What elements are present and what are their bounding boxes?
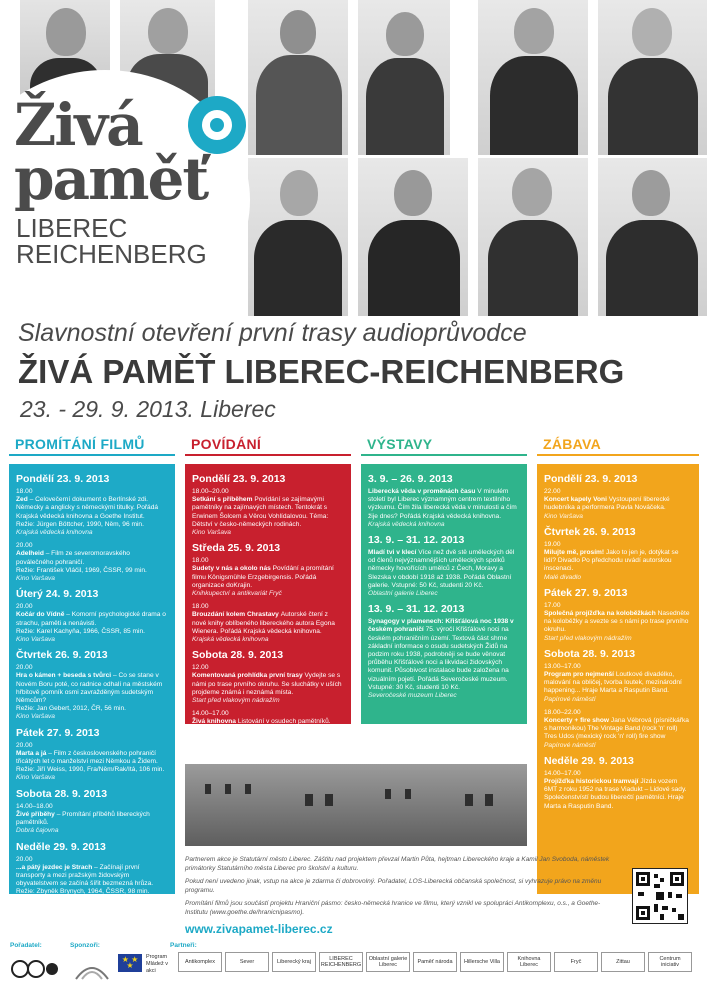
event-time: 18.00 bbox=[192, 603, 209, 611]
event-time: 20.00 bbox=[16, 542, 33, 550]
logo-word-pamet: paměť bbox=[14, 145, 208, 213]
event-title: Živé příběhy bbox=[16, 810, 55, 818]
column-body bbox=[185, 464, 351, 742]
portrait-photo bbox=[478, 158, 588, 316]
column-heading: ZÁBAVA bbox=[543, 436, 602, 452]
event-credits: Režie: Zbyněk Brynych, 1964, ČSSR, 98 min. bbox=[16, 888, 150, 896]
event-time: 18.00 bbox=[16, 488, 33, 495]
event-description: V minulém století byl Liberec významným centrem textilního výzkumu. Čím žila liberecká věda v minulosti a čím žije dnes? Pořádá Krajská vědecká knihovna. bbox=[368, 488, 517, 520]
event-description: Nasedněte na koloběžky a svezte se s námi po trase prvního okruhu. bbox=[544, 610, 690, 634]
event-title: Společná projížďka na koloběžkách bbox=[544, 610, 656, 618]
event-time: 14.00–17.00 bbox=[192, 710, 229, 718]
event-time: 17.00 bbox=[544, 601, 561, 609]
partner-logo: Paměť národa bbox=[413, 952, 457, 972]
logo-city-de: REICHENBERG bbox=[16, 239, 207, 269]
day-heading: Pondělí 23. 9. 2013 bbox=[16, 473, 110, 485]
footer-info bbox=[185, 856, 615, 917]
day-heading: Pondělí 23. 9. 2013 bbox=[192, 473, 286, 485]
sponsor-logos-strip bbox=[0, 940, 707, 1000]
portrait-photo bbox=[358, 0, 450, 155]
event-item bbox=[16, 488, 168, 537]
event-description: – Celovečerní dokument o Berlínské zdi. Německy a anglicky s německými titulky. Pořádá Krajská vědecká knihovna a Goethe Institut. bbox=[16, 496, 159, 520]
column-heading: POVÍDÁNÍ bbox=[191, 436, 262, 452]
event-description: – Začínají první transporty a mezi pražským židovským obyvatelstvem se začíná šířit bezmezná hrůza. bbox=[16, 863, 154, 888]
event-item bbox=[16, 542, 168, 583]
event-venue: Severočeské muzeum Liberec bbox=[368, 692, 457, 700]
event-venue: Papírové náměstí bbox=[544, 741, 596, 749]
event-title: Program pro nejmenší bbox=[544, 671, 614, 679]
event-description: – Film ze severomoravského poválečného pohraničí. bbox=[16, 550, 130, 566]
event-credits: Režie: Jiří Weiss, 1990, Fra/Něm/Rak/Itá, 106 min. bbox=[16, 766, 165, 774]
column-body bbox=[361, 464, 527, 724]
day-heading: Neděle 29. 9. 2013 bbox=[16, 840, 106, 853]
townscape-image bbox=[185, 764, 527, 846]
event-item bbox=[192, 557, 344, 598]
event-title: Kočár do Vídně bbox=[16, 611, 65, 619]
partner-logo: Centrum iniciativ bbox=[648, 952, 692, 972]
event-time: 22.00 bbox=[544, 488, 561, 495]
sponsor-logo bbox=[72, 954, 112, 984]
event-title: Adelheid bbox=[16, 550, 44, 558]
logo-word-ziva: Živá bbox=[14, 91, 142, 159]
portrait-photo bbox=[358, 158, 468, 316]
event-venue: Oblastní galerie Liberec bbox=[368, 590, 438, 598]
day-heading: Úterý 24. 9. 2013 bbox=[16, 588, 99, 601]
event-description: – Film z československého pohraničí třicátých let o manželství mezi Němkou a Židem. bbox=[16, 749, 158, 766]
event-item bbox=[16, 803, 168, 836]
day-heading: Sobota 28. 9. 2013 bbox=[16, 787, 108, 800]
day-heading: Čtvrtek 26. 9. 2013 bbox=[16, 649, 108, 662]
event-item bbox=[192, 710, 344, 743]
los-logo bbox=[10, 954, 60, 984]
event-time: 12.00 bbox=[192, 664, 209, 672]
event-time: 20.00 bbox=[16, 741, 33, 749]
event-item bbox=[192, 664, 344, 705]
event-description: – Promítání příběhů libereckých pamětníků. bbox=[16, 810, 150, 827]
event-date: 23. - 29. 9. 2013. Liberec bbox=[20, 396, 276, 422]
partner-logo: Oblastní galerie Liberec bbox=[366, 952, 410, 972]
event-description: Povídání a promítání filmu Königsmühle Erzgebirgensis. Pořádá organizace doKrajin. bbox=[192, 565, 334, 589]
event-description: 75. výročí Křišťálové noci na českém pohraničním území. Textová část shrne základní informace o osudu sudetských Židů na podzim roku 1938, podrobněji se bude věnovat průběhu Křišťálové noci a likvidaci židovských komunit. Působivost instalace bude založena na vizuálním pojetí. Pořádá Severočeské muzeum. Vstupné: 30 Kč, studenti 10 Kč. bbox=[368, 626, 509, 691]
event-description: Loutkové divadélko, malování na obličej, tvorba loutek, mezinárodní happening... Hraje Marta a Rasputin Band. bbox=[544, 671, 682, 695]
event-venue: Krajská vědecká knihovna bbox=[368, 520, 445, 528]
event-item bbox=[192, 603, 344, 644]
event-item bbox=[16, 742, 168, 783]
event-time: 14.00–17.00 bbox=[544, 769, 581, 777]
column-films bbox=[9, 434, 175, 954]
event-venue: Papírové náměstí bbox=[544, 695, 596, 703]
event-description: Jana Vébrová (písničkářka s harmonikou) The Vintage Band (rock 'n' roll) Tres Udos (mexický rock 'n' roll) fire show bbox=[544, 717, 689, 741]
event-time: 20.00 bbox=[16, 855, 33, 863]
column-body bbox=[537, 464, 699, 894]
day-heading: Sobota 28. 9. 2013 bbox=[544, 647, 636, 660]
event-title: Živá knihovna bbox=[192, 718, 236, 726]
event-venue: Papírové náměstí bbox=[192, 734, 244, 742]
event-title: ...a pátý jezdec je Strach bbox=[16, 863, 93, 871]
event-time: 13.00–17.00 bbox=[544, 662, 581, 670]
event-title: Liberecká věda v proměnách času bbox=[368, 488, 476, 495]
event-description: Jako to jen je, dotýkat se lidí? Divadlo Po předchodu uvádí autorskou inscenaci. bbox=[544, 549, 679, 573]
event-venue: Dobrá čajovna bbox=[16, 827, 59, 835]
day-heading: Čtvrtek 26. 9. 2013 bbox=[544, 525, 636, 538]
partner-logo: LIBEREC REICHENBERG bbox=[319, 952, 363, 972]
event-venue: Start před vlakovým nádražím bbox=[192, 697, 280, 705]
event-title: Koncerty + fire show bbox=[544, 717, 610, 725]
event-subtitle: Slavnostní otevření první trasy audioprůvodce bbox=[18, 319, 527, 347]
event-description: – Co se stane v Novém Boru poté, co radnice odhalí na městském hřbitově pomník osmi zavražděným sudetským Němcům? bbox=[16, 672, 163, 705]
sponsor-label: Sponzoři: bbox=[70, 942, 100, 949]
event-title: Komentovaná prohlídka první trasy bbox=[192, 672, 303, 680]
event-credits: Režie: Jan Gebert, 2012, ČR, 56 min. bbox=[16, 705, 126, 713]
day-heading: Pátek 27. 9. 2013 bbox=[16, 726, 100, 739]
logo-city-cz: LIBEREC bbox=[16, 213, 128, 243]
event-item bbox=[544, 709, 692, 750]
event-time: 18.00–20.00 bbox=[192, 488, 229, 495]
partner-logo: Fryč bbox=[554, 952, 598, 972]
event-time: 14.00–18.00 bbox=[16, 802, 53, 810]
event-item bbox=[16, 603, 168, 644]
event-title: Zed bbox=[16, 496, 28, 504]
event-item bbox=[368, 618, 520, 700]
event-credits: Režie: Jürgen Böttcher, 1990, Něm, 96 min. bbox=[16, 520, 144, 528]
partner-logo: Liberecký kraj bbox=[272, 952, 316, 972]
logo bbox=[14, 91, 264, 296]
partner-logo: Antikomplex bbox=[178, 952, 222, 972]
event-description: Autorské čtení z nové knihy oblíbeného libereckého autora Egona Wienera. Pořádá Krajská vědecká knihovna. bbox=[192, 611, 335, 635]
event-venue: Kino Varšava bbox=[544, 512, 583, 520]
event-title: Sudety v nás a okolo nás bbox=[192, 565, 271, 573]
event-venue: Malé divadlo bbox=[544, 573, 582, 581]
column-body bbox=[9, 464, 175, 904]
event-description: Jízda vozem 6MT z roku 1952 na trase Viadukt – Lidové sady. Společenstvístí budou liberečtí pamětníci. Hraje Marta a Rasputin Band. bbox=[544, 778, 687, 810]
day-heading: 13. 9. – 31. 12. 2013 bbox=[368, 534, 465, 547]
event-venue: Kino Varšava bbox=[192, 529, 231, 537]
event-venue: Kino Varšava bbox=[16, 774, 55, 782]
portrait-photo bbox=[598, 0, 707, 155]
event-venue: Kino Varšava bbox=[16, 713, 55, 721]
entry-note: Pokud není uvedeno jinak, vstup na akce je zdarma či dobrovolný. Pořadatel, LOS-Liberecká občanská společnost, si vyhrazuje právo na změnu programu. bbox=[185, 878, 602, 894]
day-heading: Pátek 27. 9. 2013 bbox=[544, 586, 628, 599]
event-time: 18.00 bbox=[192, 557, 209, 565]
organizer-label: Pořadatel: bbox=[10, 942, 42, 949]
event-item bbox=[544, 541, 692, 582]
event-credits: Režie: František Vláčil, 1969, ČSSR, 99 min. bbox=[16, 566, 147, 574]
event-description: – Komorní psychologické drama o strachu, paměti a nenávisti. bbox=[16, 611, 166, 627]
day-heading: Středa 25. 9. 2013 bbox=[192, 542, 281, 555]
partners-note: Partnerem akce je Statutární město Liberec. Záštitu nad projektem převzal Martin Půta, hejtman Libereckého kraje a Kamil Jan Svoboda, náměstek primátorky Statutárního města Liberec pro školství a kulturu. bbox=[185, 856, 610, 872]
eu-flag-icon: ★ ★ ★ bbox=[118, 954, 142, 972]
event-item bbox=[544, 488, 692, 521]
partner-logo: Zittau bbox=[601, 952, 645, 972]
partner-logo: Hillersche Villa bbox=[460, 952, 504, 972]
event-description: Vydejte se s námi po trase prvního okruhu. Se sluchátky v uších projdeme známá i neznámá místa. bbox=[192, 672, 342, 696]
event-item bbox=[544, 602, 692, 643]
partner-logo: Sever bbox=[225, 952, 269, 972]
partner-label: Partneři: bbox=[170, 942, 197, 949]
event-title: Hra o kámen + beseda s tvůrci bbox=[16, 672, 112, 680]
event-title: Brouzdání kolem Chrastavy bbox=[192, 611, 279, 619]
event-title: Setkání s příběhem bbox=[192, 496, 253, 504]
event-title: Koncert kapely Voni bbox=[544, 496, 607, 504]
event-item bbox=[368, 549, 520, 598]
event-item bbox=[16, 664, 168, 721]
program-logo-text: Program Mládež v akci bbox=[146, 954, 169, 974]
event-description: Více než dvě stě uměleckých děl od členů nejvýznamnějších uměleckých spolků německy hovořících umělců z Čech, Moravy a Slezska v období 1918 až 1938. Pořádá Oblastní galerie. Vstupné: 50 Kč, studenti 20 Kč. bbox=[368, 549, 515, 589]
event-time: 19.00 bbox=[544, 540, 561, 548]
event-venue: Kino Varšava bbox=[16, 896, 55, 904]
event-time: 18.00–22.00 bbox=[544, 708, 581, 716]
event-venue: Knihkupectví a antikvariát Fryč bbox=[192, 590, 282, 598]
funding-note: Promítání filmů jsou součástí projektu Hraniční pásmo: česko-německá hranice ve filmu, který vznikl ve spolupráci Antikomplexu, o.s., a Goethe-Institutu (www.goethe.de/hranicnipasmo). bbox=[185, 900, 601, 916]
event-time: 20.00 bbox=[16, 603, 33, 611]
portrait-photo bbox=[478, 0, 588, 155]
event-venue: Kino Varšava bbox=[16, 636, 55, 644]
day-heading: Sobota 28. 9. 2013 bbox=[192, 649, 284, 662]
event-item bbox=[544, 663, 692, 704]
event-title: Milujte mě, prosím! bbox=[544, 549, 605, 557]
event-venue: Krajská vědecká knihovna bbox=[192, 636, 269, 644]
day-heading: Neděle 29. 9. 2013 bbox=[544, 754, 634, 767]
event-title: Marta a já bbox=[16, 749, 47, 757]
website-link[interactable]: www.zivapamet-liberec.cz bbox=[185, 922, 333, 936]
event-description: Vystoupení liberecké hudebníka a performera Pavla Nováčeka. bbox=[544, 496, 670, 512]
column-heading: PROMÍTÁNÍ FILMŮ bbox=[15, 436, 145, 452]
event-title: Synagogy v plamenech: Křišťálová noc 1938 v českém pohraničí bbox=[368, 618, 514, 634]
event-item bbox=[368, 488, 520, 529]
event-time: 20.00 bbox=[16, 664, 33, 672]
event-credits: Režie: Karel Kachyňa, 1966, ČSSR, 85 min. bbox=[16, 627, 146, 635]
event-description: Povídání se zajímavými pamětníky na zajímavých místech. Tentokrát s Erwinem Šolcem a Věrou Vohlídalovou. Téma: Dětství v česko-německých rodinách. bbox=[192, 496, 329, 528]
event-venue: Start před vlakovým nádražím bbox=[544, 634, 632, 642]
qr-code[interactable] bbox=[632, 868, 688, 924]
event-item bbox=[192, 488, 344, 537]
day-heading: 3. 9. – 26. 9. 2013 bbox=[368, 473, 453, 485]
partner-logo: Knihovna Liberec bbox=[507, 952, 551, 972]
event-venue: Kino Varšava bbox=[16, 575, 55, 583]
event-item bbox=[544, 770, 692, 811]
event-title: Mladí tvi v klecí bbox=[368, 549, 417, 557]
portrait-photo bbox=[598, 158, 707, 316]
event-title: Projížďka historickou tramvají bbox=[544, 778, 639, 786]
event-item bbox=[16, 856, 168, 905]
event-title: ŽIVÁ PAMĚŤ LIBEREC-REICHENBERG bbox=[18, 353, 625, 390]
partner-logos bbox=[178, 952, 700, 998]
day-heading: 13. 9. – 31. 12. 2013 bbox=[368, 603, 465, 616]
day-heading: Pondělí 23. 9. 2013 bbox=[544, 473, 638, 485]
column-heading: VÝSTAVY bbox=[367, 436, 433, 452]
event-venue: Krajská vědecká knihovna bbox=[16, 529, 93, 537]
event-description: Listování v osudech pamětníků. Netradiční exkurz do vzpomínek skutečných lidí. bbox=[192, 718, 334, 734]
